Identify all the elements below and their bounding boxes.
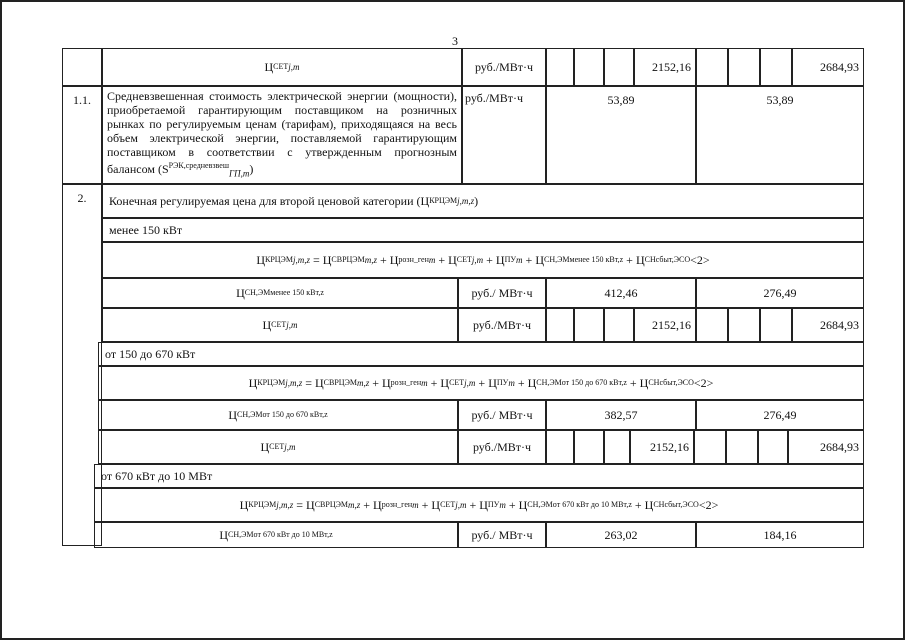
empty-cell [546,308,574,342]
row-heading: Конечная регулируемая цена для второй ценовой категории (Ц КРЦЭМ j,m,z ) [102,184,864,218]
value-h2: 53,89 [766,93,794,107]
empty-cell [758,430,788,464]
unit-cell: руб./МВт·ч [458,308,546,342]
empty-cell [728,308,760,342]
value-h1-cell [546,86,696,184]
value-h1: 263,02 [546,522,696,548]
empty-cell [574,308,604,342]
empty-cell [604,308,634,342]
empty-cell [728,48,760,86]
value-h2: 184,16 [696,522,864,548]
formula: Ц КРЦЭМ j,m,z = Ц СВРЦЭМ m,z + Ц розн_ген m + Ц СЕТ j,m + Ц ПУ m + Ц СН,ЭМ от 670 кВт до 10 МВт,z + Ц СН сбыт,ЭСО <2> [94,488,864,522]
section-heading: от 150 до 670 кВт [98,342,864,366]
section-heading: от 670 кВт до 10 МВт [94,464,864,488]
value-h1: 2152,16 [634,308,696,342]
value-h1: 2152,16 [630,430,694,464]
unit-cell: руб./ МВт·ч [458,400,546,430]
value-h2: 276,49 [696,400,864,430]
tariff-table [36,48,864,548]
sn-label: Ц СН,ЭМ от 150 до 670 кВт,z [98,400,458,430]
empty-cell [604,48,634,86]
net-tariff-label: Ц СЕТ j,m [102,48,462,86]
value-h1: 53,89 [607,93,635,107]
page-number: 3 [452,34,458,48]
sn-label: Ц СН,ЭМ от 670 кВт до 10 МВт,z [94,522,458,548]
sn-label: Ц СН,ЭМ менее 150 кВт,z [102,278,458,308]
empty-cell [696,308,728,342]
row-description: Средневзвешенная стоимость электрической энергии (мощности), приобретаемой гарантирующим поставщиком на розничных рынках по регулируемым ценам (тарифам), приходящаяся на весь объем электрической энергии, поставляемой гарантирующим поставщиком в соответствии с утвержденным прогнозным балансом $(S^{РЭК,средневзвеш}_{ГП,m})$ [102,86,462,184]
formula: Ц КРЦЭМ j,m,z = Ц СВРЦЭМ m,z + Ц розн_ген m + Ц СЕТ j,m + Ц ПУ m + Ц СН,ЭМ менее 150 кВт,z + Ц СН сбыт,ЭСО <2> [102,242,864,278]
formula: Ц КРЦЭМ j,m,z = Ц СВРЦЭМ m,z + Ц розн_ген m + Ц СЕТ j,m + Ц ПУ m + Ц СН,ЭМ от 150 до 670 кВт,z + Ц СН сбыт,ЭСО <2> [98,366,864,400]
row-number: 2. [62,184,102,546]
value-h2: 2684,93 [792,48,864,86]
unit-cell: руб./МВт·ч [458,430,546,464]
value-h2: 2684,93 [792,308,864,342]
value-h1: 412,46 [546,278,696,308]
net-tariff-label: Ц СЕТ j,m [102,308,458,342]
unit-cell: руб./ МВт·ч [458,522,546,548]
section-heading: менее 150 кВт [102,218,864,242]
unit-cell: руб./МВт·ч [462,86,546,184]
value-h2-cell [696,86,864,184]
value-h1: 2152,16 [634,48,696,86]
value-h1: 382,57 [546,400,696,430]
empty-cell [694,430,726,464]
empty-cell [760,48,792,86]
empty-cell [574,48,604,86]
empty-cell [604,430,630,464]
value-h2: 2684,93 [788,430,864,464]
row-number: 1.1. [62,86,102,184]
unit-cell: руб./ МВт·ч [458,278,546,308]
empty-cell [546,430,574,464]
empty-cell [726,430,758,464]
empty-cell [760,308,792,342]
empty-cell [546,48,574,86]
empty-cell [696,48,728,86]
row-num-cell [62,48,102,86]
value-h2: 276,49 [696,278,864,308]
net-tariff-label: Ц СЕТ j,m [98,430,458,464]
unit-cell: руб./МВт·ч [462,48,546,86]
empty-cell [574,430,604,464]
